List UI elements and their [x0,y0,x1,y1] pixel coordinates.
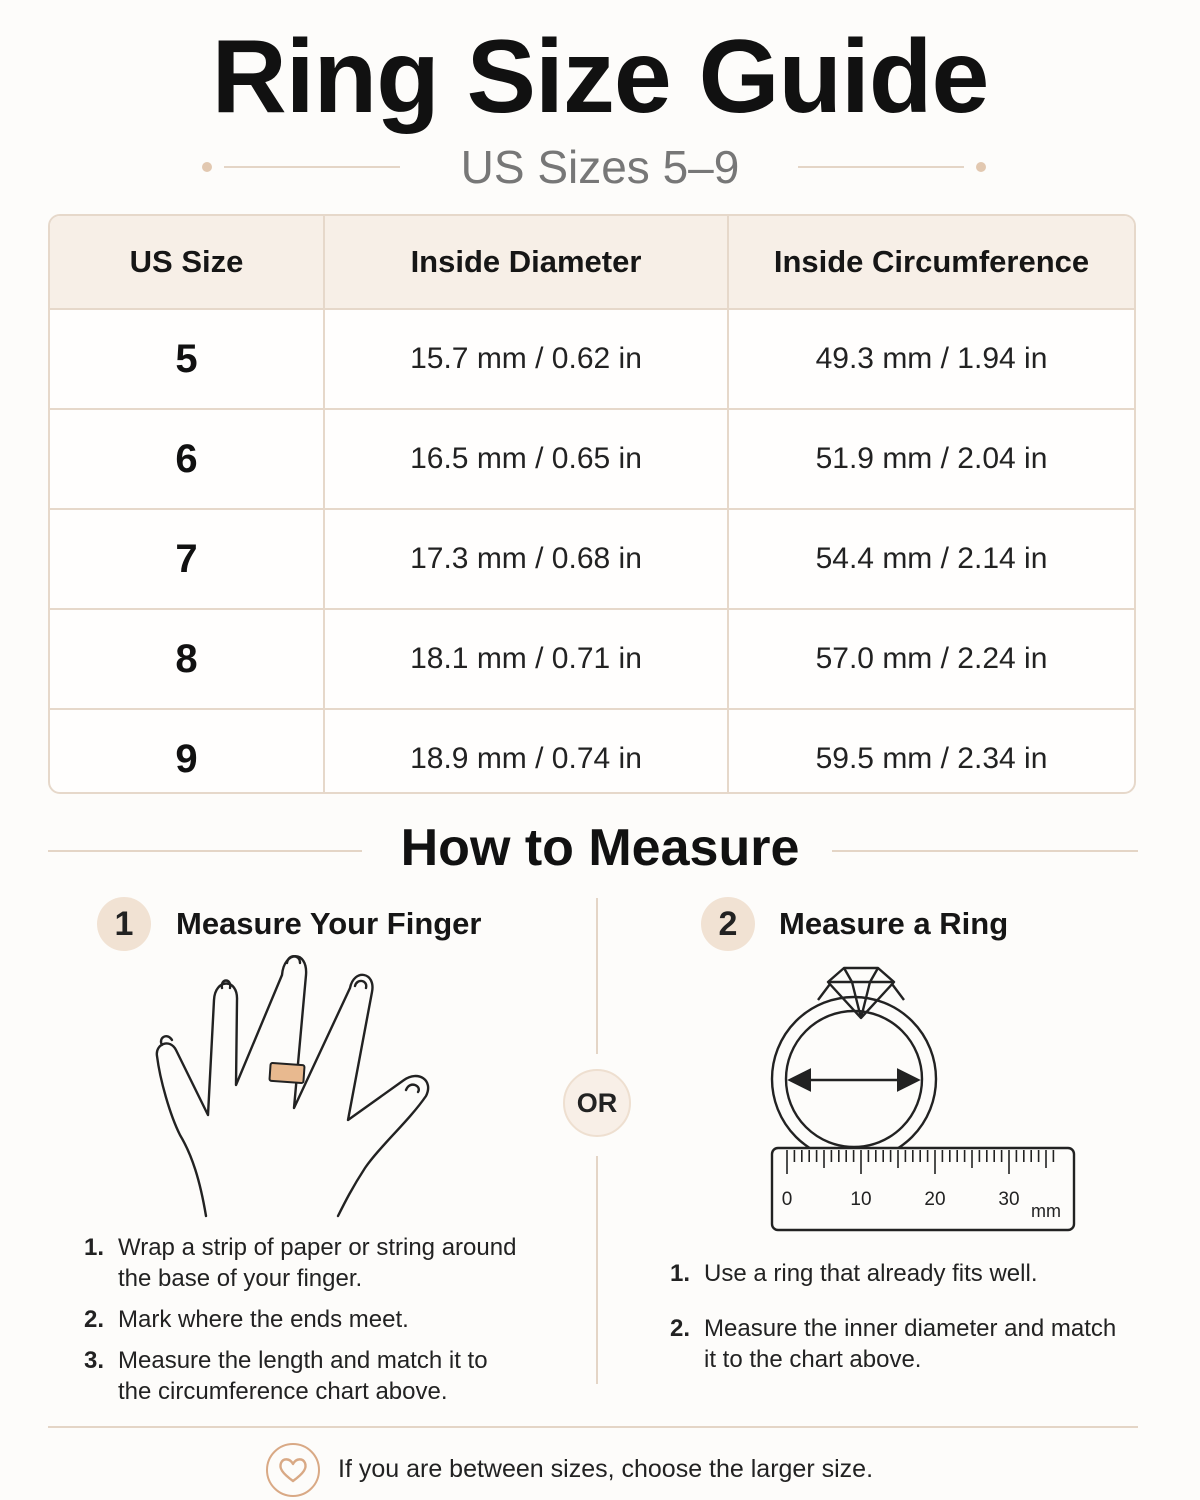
circumference-cell: 51.9 mm / 2.04 in [728,409,1134,509]
header-us-size: US Size [50,216,324,309]
circumference-cell: 54.4 mm / 2.14 in [728,509,1134,609]
table-row [50,709,1134,794]
method2-title: Measure a Ring [779,906,1009,941]
section-rule-right [832,850,1138,852]
circumference-cell: 57.0 mm / 2.24 in [728,609,1134,709]
hand-illustration [140,940,450,1220]
ruler-label: 30 [998,1189,1020,1210]
list-item: 3. Measure the length and match it to the circumference chart above. [84,1347,488,1405]
or-badge: OR [563,1069,631,1137]
ring-band-icon [269,1063,304,1083]
heart-badge [266,1443,320,1497]
ruler-label: 0 [781,1189,793,1210]
diameter-cell: 18.9 mm / 0.74 in [324,709,728,794]
list-item: 2. Measure the inner diameter and match it to the chart above. [670,1315,1117,1373]
table-row [50,609,1134,709]
circumference-cell: 59.5 mm / 2.34 in [728,709,1134,794]
list-item: 2. Mark where the ends meet. [84,1306,409,1333]
table-header-row [50,216,1134,309]
ruler-label: 20 [924,1189,946,1210]
diameter-cell: 18.1 mm / 0.71 in [324,609,728,709]
section-title: How to Measure [400,819,800,877]
vertical-divider-bottom [596,1156,598,1384]
header-inside-circumference: Inside Circumference [728,216,1134,309]
ruler-label: 10 [850,1189,872,1210]
footer-note: If you are between sizes, choose the larger size. [338,1455,874,1483]
size-cell: 9 [50,709,324,794]
table-row [50,409,1134,509]
diameter-cell: 15.7 mm / 0.62 in [324,309,728,409]
diameter-cell: 16.5 mm / 0.65 in [324,409,728,509]
size-cell: 8 [50,609,324,709]
ruler-unit: mm [1031,1201,1061,1221]
divider-line-right [798,166,964,168]
method1-steps [84,1232,524,1417]
step-number-badge-1: 1 [97,897,151,951]
table-row [50,509,1134,609]
list-item: 1. Use a ring that already fits well. [670,1260,1038,1287]
step-number-badge-2: 2 [701,897,755,951]
footer-rule [48,1426,1138,1428]
divider-dot-right [976,162,986,172]
table-row [50,309,1134,409]
size-cell: 6 [50,409,324,509]
circumference-cell: 49.3 mm / 1.94 in [728,309,1134,409]
heart-icon [268,1445,318,1495]
size-cell: 7 [50,509,324,609]
page-title: Ring Size Guide [211,19,989,135]
page-subtitle: US Sizes 5–9 [460,141,740,193]
size-table [48,214,1136,794]
method2-steps [670,1258,1130,1385]
header-inside-diameter: Inside Diameter [324,216,728,309]
size-cell: 5 [50,309,324,409]
vertical-divider-top [596,898,598,1054]
ring-ruler-illustration [770,962,1076,1234]
diameter-cell: 17.3 mm / 0.68 in [324,509,728,609]
method1-title: Measure Your Finger [176,906,482,941]
list-item: 1. Wrap a strip of paper or string around the base of your finger. [84,1234,517,1292]
